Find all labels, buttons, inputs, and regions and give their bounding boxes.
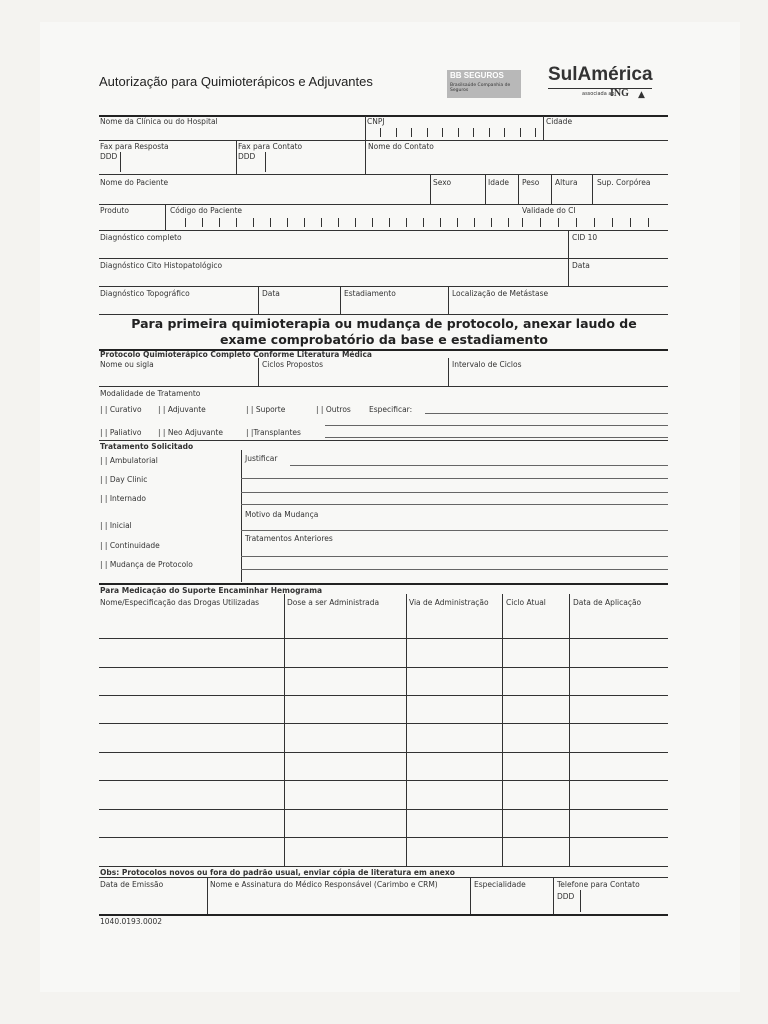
divider: [518, 174, 519, 204]
table-row[interactable]: [99, 723, 668, 724]
divider: [485, 174, 486, 204]
ddd-label: DDD: [100, 152, 118, 161]
protocol-notice: [100, 316, 668, 348]
nome-sigla-label: Nome ou sigla: [100, 360, 154, 369]
lion-icon: ▲: [638, 90, 645, 100]
justificar-line-4[interactable]: [241, 504, 668, 505]
divider: [553, 877, 554, 915]
ambulatorial-checkbox[interactable]: | | Ambulatorial: [100, 456, 158, 465]
bb-logo-subtitle: Brasilsaúde Companhia de Seguros: [450, 83, 511, 93]
table-row[interactable]: [99, 638, 668, 639]
rule: [99, 914, 668, 916]
mudanca-checkbox[interactable]: | | Mudança de Protocolo: [100, 560, 193, 569]
bb-logo-text: BB SEGUROS: [450, 71, 504, 80]
fax-contato-label: Fax para Contato: [238, 142, 303, 151]
modalidade-heading: Modalidade de Tratamento: [100, 389, 201, 398]
col-dose-header: Dose a ser Administrada: [287, 598, 380, 607]
col-ciclo-header: Ciclo Atual: [506, 598, 546, 607]
nome-contato-label: Nome do Contato: [368, 142, 434, 151]
form-sheet: [40, 22, 740, 992]
divider: [258, 286, 259, 314]
anteriores-label: Tratamentos Anteriores: [245, 534, 333, 543]
neo-adjuvante-checkbox[interactable]: | | Neo Adjuvante: [158, 428, 223, 437]
table-row[interactable]: [99, 752, 668, 753]
rule: [99, 286, 668, 287]
divider: [568, 258, 569, 286]
idade-label: Idade: [488, 178, 509, 187]
divider: [340, 286, 341, 314]
justificar-label: Justificar: [245, 454, 278, 463]
transplantes-checkbox[interactable]: | |Transplantes: [246, 428, 301, 437]
especialidade-label: Especialidade: [474, 880, 526, 889]
estadiamento-label: Estadiamento: [344, 289, 396, 298]
divider: [265, 152, 266, 172]
form-code: 1040.0193.0002: [100, 917, 163, 926]
clinica-label: Nome da Clínica ou do Hospital: [100, 117, 218, 126]
validade-ci-label: Validade do CI: [522, 206, 576, 215]
justificar-line[interactable]: [290, 465, 668, 466]
telefone-label: Telefone para Contato: [557, 880, 640, 889]
logo-underline: [548, 88, 652, 89]
divider: [430, 174, 431, 204]
table-row[interactable]: [99, 837, 668, 838]
anteriores-line-2[interactable]: [241, 569, 668, 570]
divider: [592, 174, 593, 204]
rule: [99, 204, 668, 205]
divider: [236, 140, 237, 174]
table-row[interactable]: [99, 866, 668, 867]
sulamerica-logo: SulAmérica: [548, 64, 653, 85]
tratamento-heading: Tratamento Solicitado: [100, 442, 194, 451]
table-column-divider: [502, 594, 503, 866]
bb-seguros-logo: [447, 70, 521, 98]
table-column-divider: [569, 594, 570, 866]
cnpj-label: CNPJ: [367, 117, 385, 126]
metastase-label: Localização de Metástase: [452, 289, 549, 298]
cidade-label: Cidade: [546, 117, 573, 126]
rule: [99, 440, 668, 441]
medicacao-heading: Para Medicação do Suporte Encaminhar Hemograma: [100, 586, 323, 595]
ing-logo: ING: [610, 88, 629, 99]
rule: [99, 877, 668, 878]
data-label-1: Data: [572, 261, 590, 270]
medico-label: Nome e Assinatura do Médico Responsável (Carimbo e CRM): [210, 880, 438, 889]
sexo-label: Sexo: [433, 178, 452, 187]
divider: [365, 116, 366, 140]
intervalo-label: Intervalo de Ciclos: [452, 360, 522, 369]
continuidade-checkbox[interactable]: | | Continuidade: [100, 541, 160, 550]
anteriores-line[interactable]: [241, 556, 668, 557]
sup-corporea-label: Sup. Corpórea: [597, 178, 651, 187]
obs-note: Obs: Protocolos novos ou fora do padrão usual, enviar cópia de literatura em anexo: [100, 868, 455, 877]
rule: [99, 258, 668, 259]
table-column-divider: [284, 594, 285, 866]
dayclinic-checkbox[interactable]: | | Day Clinic: [100, 475, 148, 484]
emissao-label: Data de Emissão: [100, 880, 164, 889]
table-row[interactable]: [99, 695, 668, 696]
divider: [551, 174, 552, 204]
motivo-line[interactable]: [241, 530, 668, 531]
ddd-label-3: DDD: [557, 892, 575, 901]
motivo-label: Motivo da Mudança: [245, 510, 319, 519]
justificar-line-2[interactable]: [241, 478, 668, 479]
divider: [207, 877, 208, 915]
paliativo-checkbox[interactable]: | | Paliativo: [100, 428, 142, 437]
rule: [99, 583, 668, 585]
diag-topo-label: Diagnóstico Topográfico: [100, 289, 190, 298]
rule: [99, 386, 668, 387]
altura-label: Altura: [555, 178, 578, 187]
especificar-line-3[interactable]: [325, 437, 668, 438]
nome-paciente-label: Nome do Paciente: [100, 178, 169, 187]
justificar-line-3[interactable]: [241, 492, 668, 493]
divider: [120, 152, 121, 172]
divider: [568, 230, 569, 258]
codigo-paciente-label: Código do Paciente: [170, 206, 243, 215]
divider: [365, 140, 366, 174]
table-row[interactable]: [99, 667, 668, 668]
rule: [99, 140, 668, 141]
ciclos-label: Ciclos Propostos: [262, 360, 323, 369]
rule: [99, 314, 668, 315]
notice-line-2: exame comprobatório da base e estadiamento: [219, 332, 549, 347]
internado-checkbox[interactable]: | | Internado: [100, 494, 146, 503]
adjuvante-checkbox[interactable]: | | Adjuvante: [158, 405, 206, 414]
divider: [448, 286, 449, 314]
suporte-checkbox[interactable]: | | Suporte: [246, 405, 286, 414]
diag-completo-label: Diagnóstico completo: [100, 233, 182, 242]
divider: [241, 450, 242, 582]
rule: [99, 230, 668, 231]
divider: [448, 358, 449, 386]
cid10-label: CID 10: [572, 233, 598, 242]
table-column-divider: [406, 594, 407, 866]
especificar-line[interactable]: [425, 413, 668, 414]
diag-cito-label: Diagnóstico Cito Histopatológico: [100, 261, 223, 270]
col-via-header: Via de Administração: [409, 598, 489, 607]
rule: [99, 174, 668, 175]
especificar-label: Especificar:: [369, 405, 413, 414]
divider: [165, 204, 166, 230]
table-row[interactable]: [99, 809, 668, 810]
protocolo-heading: Protocolo Quimioterápico Completo Conforme Literatura Médica: [100, 350, 372, 359]
divider: [258, 358, 259, 386]
col-data-header: Data de Aplicação: [573, 598, 642, 607]
notice-line-1: Para primeira quimioterapia ou mudança de protocolo, anexar laudo de: [131, 316, 637, 331]
curativo-checkbox[interactable]: | | Curativo: [100, 405, 142, 414]
associada-text: associada ao: [582, 91, 615, 97]
divider: [470, 877, 471, 915]
especificar-line-2[interactable]: [325, 425, 668, 426]
ddd-label-2: DDD: [238, 152, 256, 161]
produto-label: Produto: [100, 206, 129, 215]
divider: [543, 116, 544, 140]
peso-label: Peso: [522, 178, 540, 187]
fax-resposta-label: Fax para Resposta: [100, 142, 169, 151]
outros-checkbox[interactable]: | | Outros: [316, 405, 351, 414]
inicial-checkbox[interactable]: | | Inicial: [100, 521, 132, 530]
table-row[interactable]: [99, 780, 668, 781]
form-title: Autorização para Quimioterápicos e Adjuvantes: [99, 74, 373, 89]
data-label-2: Data: [262, 289, 280, 298]
divider: [580, 890, 581, 912]
col-drogas-header: Nome/Especificação das Drogas Utilizadas: [100, 598, 260, 607]
